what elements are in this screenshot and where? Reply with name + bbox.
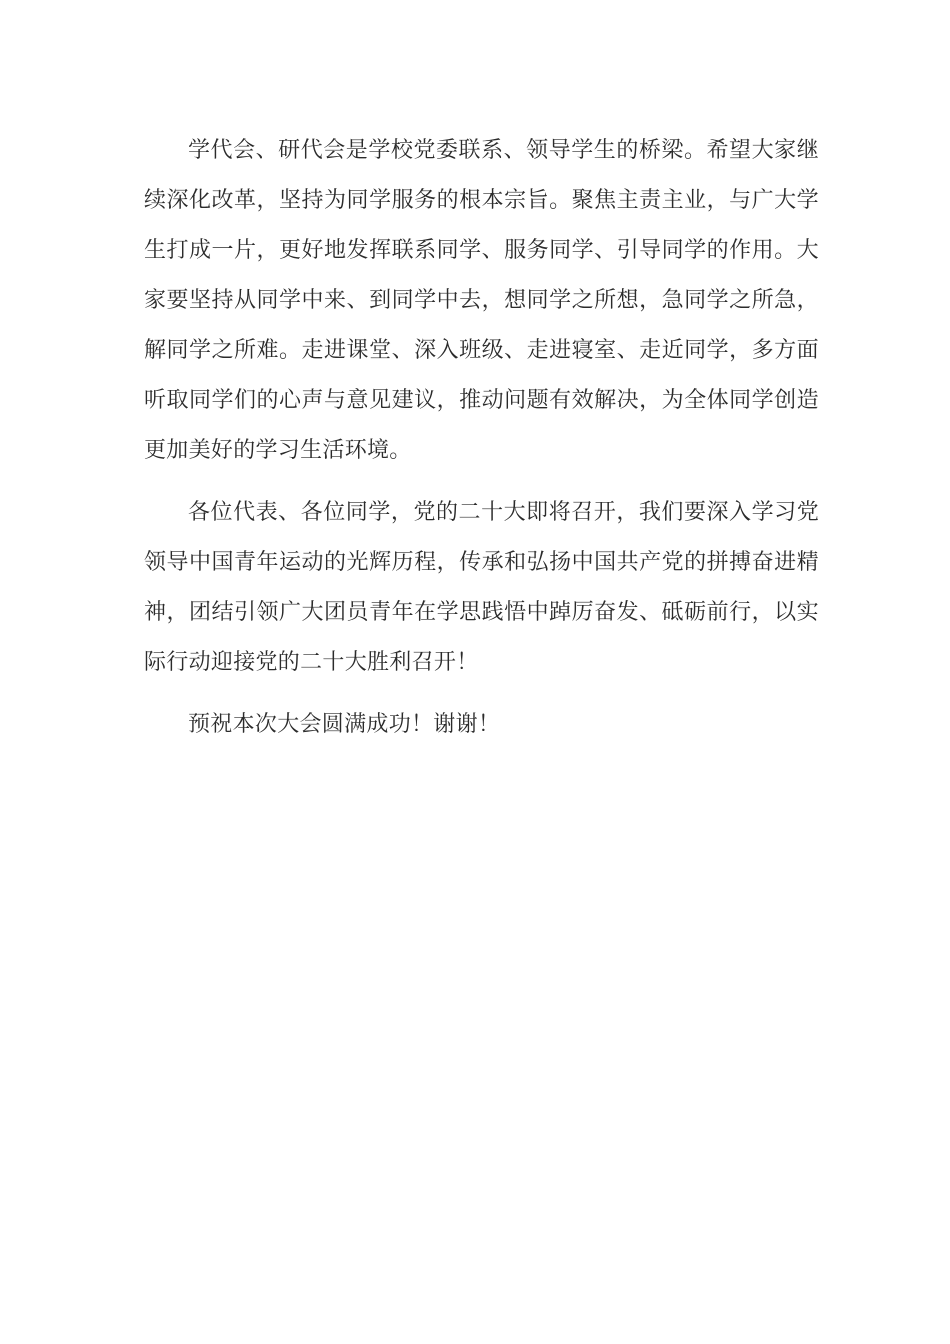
document-body <box>144 126 819 762</box>
paragraph-2: 各位代表、各位同学，党的二十大即将召开，我们要深入学习党领导中国青年运动的光辉历程，传承和弘扬中国共产党的拼搏奋进精神，团结引领广大团员青年在学思践悟中踔厉奋发、砥砺前行，以实际行动迎接党的二十大胜利召开！ <box>144 500 819 675</box>
paragraph-3: 预祝本次大会圆满成功！谢谢！ <box>188 712 501 737</box>
paragraph-1: 学代会、研代会是学校党委联系、领导学生的桥梁。希望大家继续深化改革，坚持为同学服务的根本宗旨。聚焦主责主业，与广大学生打成一片，更好地发挥联系同学、服务同学、引导同学的作用。大家要坚持从同学中来、到同学中去，想同学之所想，急同学之所急，解同学之所难。走进课堂、深入班级、走进寝室、走近同学，多方面听取同学们的心声与意见建议，推动问题有效解决，为全体同学创造更加美好的学习生活环境。 <box>144 138 819 463</box>
